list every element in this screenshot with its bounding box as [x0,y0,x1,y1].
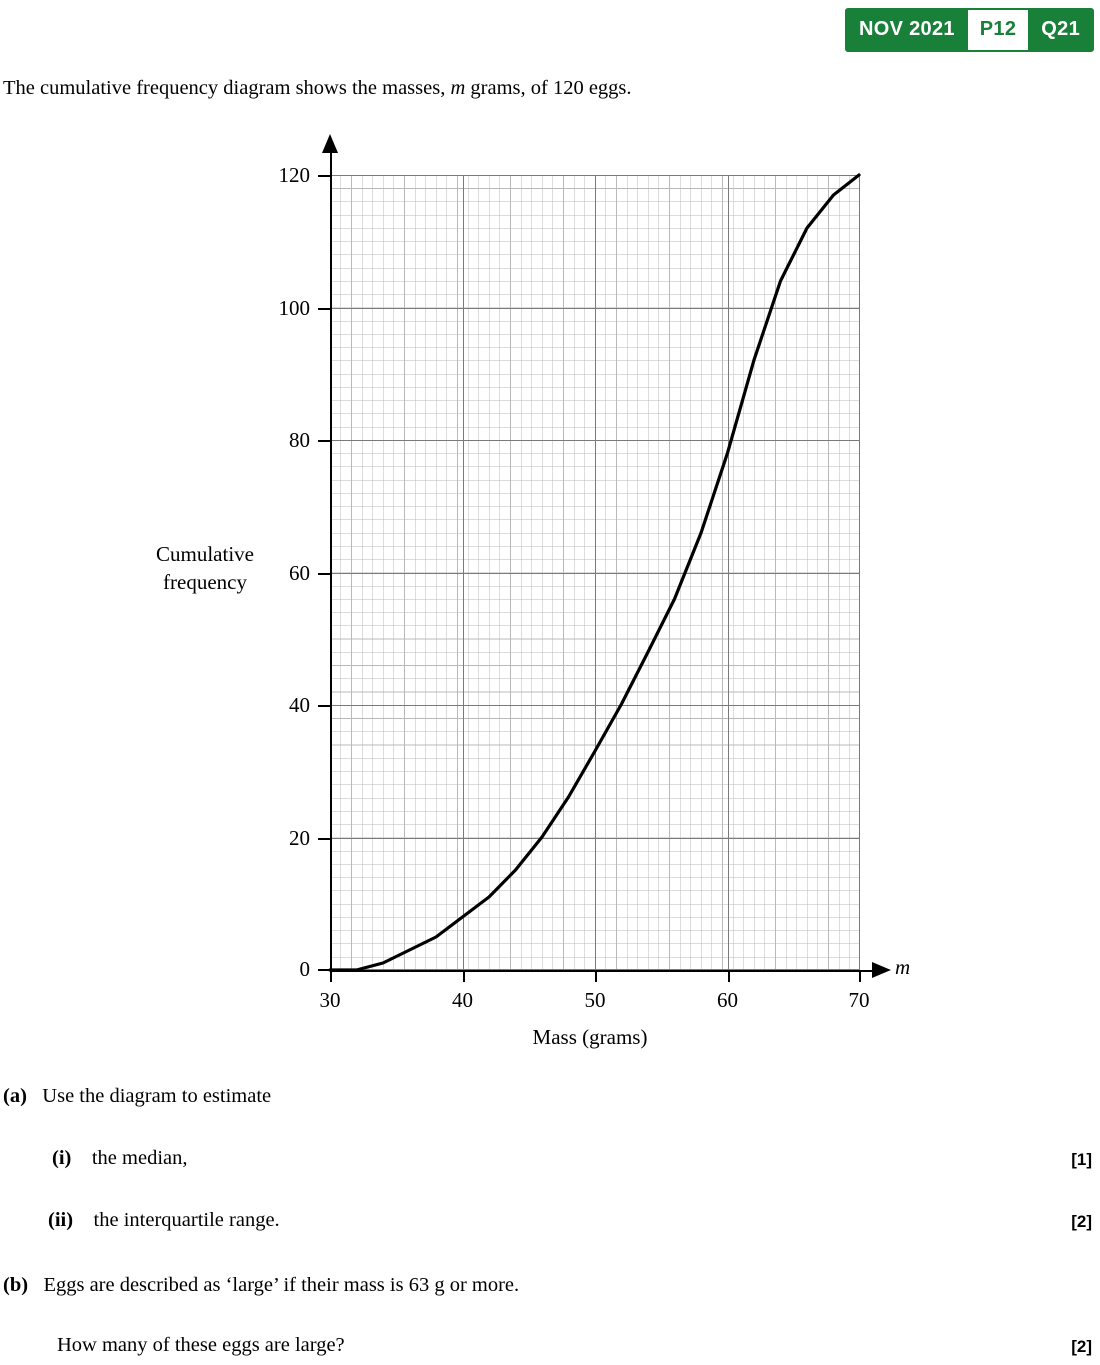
y-axis-arrow-icon [322,134,338,153]
y-tick-label-120: 120 [278,163,310,187]
x-tick-30 [330,970,332,982]
x-axis-title: Mass (grams) [532,1025,648,1049]
question-a-i-label: (i) [52,1147,72,1169]
intro-text-before: The cumulative frequency diagram shows the masses, [3,77,451,99]
question-a-ii-label: (ii) [48,1209,74,1231]
question-b-label: (b) [3,1274,29,1296]
y-tick-20 [318,838,330,840]
x-tick-50 [595,970,597,982]
x-axis-variable-label: m [895,955,911,979]
question-a-ii-text: the interquartile range. [93,1209,280,1231]
question-a-i-text: the median, [91,1147,188,1169]
x-tick-40 [463,970,465,982]
intro-text-after: grams, of 120 eggs. [465,77,632,99]
x-tick-label-60: 60 [717,988,738,1012]
x-axis-arrow-icon [872,962,891,978]
marks-b: [2] [1071,1337,1092,1356]
question-a-label: (a) [3,1085,27,1107]
question-a-text: Use the diagram to estimate [42,1085,272,1107]
intro-variable: m [450,77,466,99]
plot-grid [330,175,860,970]
badge-paper: P12 [968,10,1029,50]
x-tick-label-50: 50 [584,988,606,1012]
y-tick-label-80: 80 [289,428,310,452]
y-tick-label-40: 40 [289,693,310,717]
cumulative-frequency-curve [330,175,860,970]
y-tick-100 [318,308,330,310]
x-tick-70 [859,970,861,982]
question-a-ii [48,1209,280,1232]
y-tick-120 [318,175,330,177]
y-tick-label-60: 60 [289,560,310,585]
question-b [3,1274,519,1297]
badge-question: Q21 [1041,18,1080,40]
cumulative-frequency-diagram [0,120,1100,1060]
y-axis-line [330,150,332,975]
question-meta-badges [845,8,1094,52]
x-axis-line [330,970,875,972]
y-tick-80 [318,440,330,442]
x-tick-60 [728,970,730,982]
x-tick-label-30: 30 [319,988,341,1012]
y-tick-40 [318,705,330,707]
y-tick-60 [318,573,330,575]
x-tick-label-40: 40 [452,988,473,1012]
question-a [3,1085,271,1108]
y-tick-label-0: 0 [299,957,310,981]
x-tick-label-70: 70 [848,988,870,1012]
y-axis-title: Cumulative frequency [156,542,254,595]
y-tick-label-100: 100 [278,295,310,320]
marks-a-i: [1] [1071,1150,1092,1169]
marks-a-ii: [2] [1071,1212,1092,1231]
y-tick-0 [318,969,330,971]
badge-session: NOV 2021 [859,18,955,40]
question-b-followup: How many of these eggs are large? [57,1334,345,1356]
y-tick-label-20: 20 [289,825,310,850]
question-b-text: Eggs are described as ‘large’ if their mass is 63 g or more. [43,1274,520,1296]
intro-text [3,77,632,100]
question-a-i [52,1147,188,1170]
